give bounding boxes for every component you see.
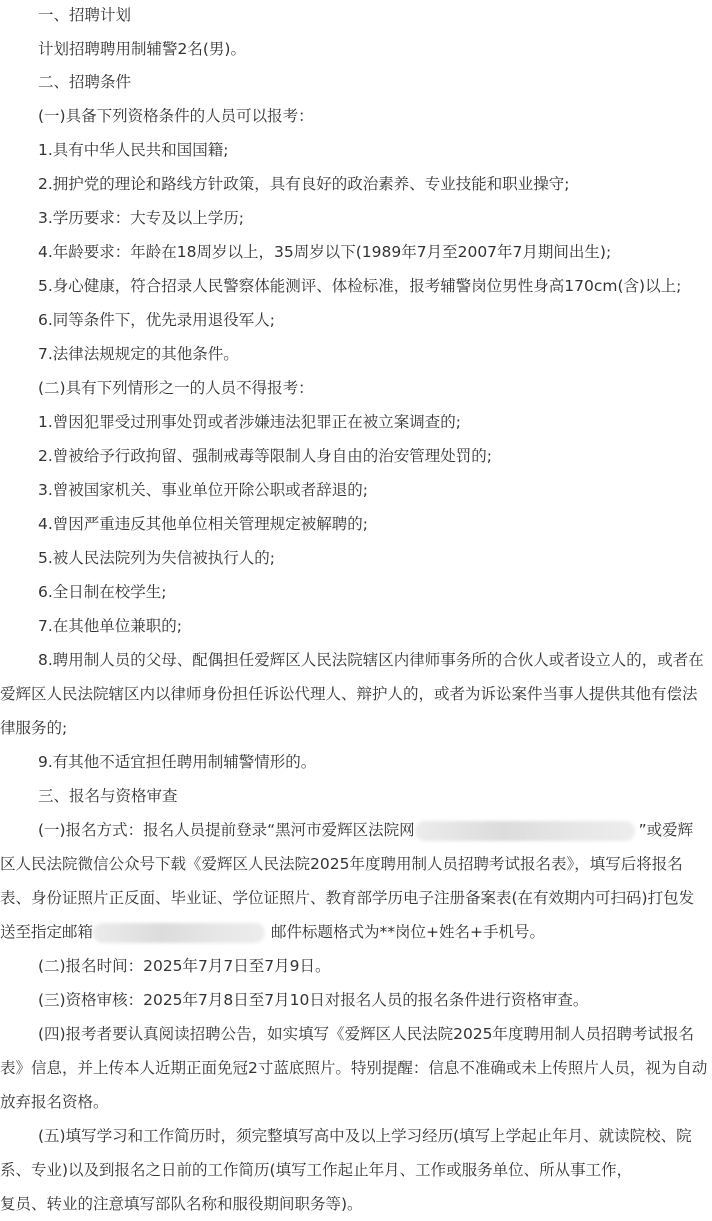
list-item: 5.被人民法院列为失信被执行人的; [38,549,276,567]
paragraph-text: (一)报名方式：报名人员提前登录“黑河市爱辉区法院网 [38,821,415,839]
paragraph: (二)报名时间：2025年7月7日至7月9日。 [38,957,331,975]
section-heading-registration: 三、报名与资格审查 [38,787,178,805]
section-heading-plan: 一、招聘计划 [38,6,132,24]
list-item: 4.年龄要求：年龄在18周岁以上，35周岁以下(1989年7月至2007年7月期间出生); [38,243,612,261]
list-item: 1.曾因犯罪受过刑事处罚或者涉嫌违法犯罪正在被立案调查的; [38,413,462,431]
list-item: 2.曾被给予行政拘留、强制戒毒等限制人身自由的治安管理处罚的; [38,447,493,465]
list-item: 4.曾因严重违反其他单位相关管理规定被解聘的; [38,515,369,533]
section-heading-conditions: 二、招聘条件 [38,73,132,91]
subsection-heading: (二)具有下列情形之一的人员不得报考： [38,379,314,397]
paragraph: (四)报考者要认真阅读招聘公告，如实填写《爱辉区人民法院2025年度聘用制人员招聘考试报名表》信息，并上传本人近期正面免冠2寸蓝底照片。特别提醒：信息不准确或未上传照片人员，视为自动放弃报名资格。 [0,1025,708,1111]
list-item: 8.聘用制人员的父母、配偶担任爱辉区人民法院辖区内律师事务所的合伙人或者设立人的，或者在爱辉区人民法院辖区内以律师身份担任诉讼代理人、辩护人的，或者为诉讼案件当事人提供其他有偿法律服务的; [0,651,704,737]
paragraph-text: ”或爱辉区人民法院微信公众号下载《爱辉区人民法院2025年度聘用制人员招聘考试报名表》，填写后将报名表、身份证照片正反面、毕业证、学位证照片、教育部学历电子注册备案表(在有效期内可扫码)打包发送至指定邮箱 [0,821,695,941]
registration-method-paragraph [0,813,708,949]
redacted-email-blur [93,923,265,943]
paragraph: 计划招聘聘用制辅警2名(男)。 [38,40,246,58]
list-item: 2.拥护党的理论和路线方针政策，具有良好的政治素养、专业技能和职业操守; [38,175,570,193]
paragraph-text: 邮件标题格式为**岗位+姓名+手机号。 [271,923,545,941]
subsection-heading: (一)具备下列资格条件的人员可以报考： [38,107,314,125]
list-item: 1.具有中华人民共和国国籍; [38,141,229,159]
list-item: 9.有其他不适宜担任聘用制辅警情形的。 [38,753,317,771]
list-item: 5.身心健康，符合招录人民警察体能测评、体检标准，报考辅警岗位男性身高170cm(含)以上; [38,277,682,295]
redacted-url-blur [415,821,635,841]
list-item: 3.学历要求：大专及以上学历; [38,209,245,227]
list-item: 3.曾被国家机关、事业单位开除公职或者辞退的; [38,481,369,499]
list-item: 7.在其他单位兼职的; [38,617,183,635]
list-item: 6.全日制在校学生; [38,583,167,601]
list-item: 7.法律法规规定的其他条件。 [38,345,239,363]
paragraph: (三)资格审核：2025年7月8日至7月10日对报名人员的报名条件进行资格审查。 [38,991,589,1009]
paragraph-cut-off: 复员、转业的注意填写部队名称和服役期间职务等)。 [0,1195,363,1213]
paragraph: (五)填写学习和工作简历时，须完整填写高中及以上学习经历(填写上学起止年月、就读院校、院系、专业)以及到报名之日前的工作简历(填写工作起止年月、工作或服务单位、所从事工作， [0,1127,692,1179]
list-item: 6.同等条件下，优先录用退役军人; [38,311,276,329]
